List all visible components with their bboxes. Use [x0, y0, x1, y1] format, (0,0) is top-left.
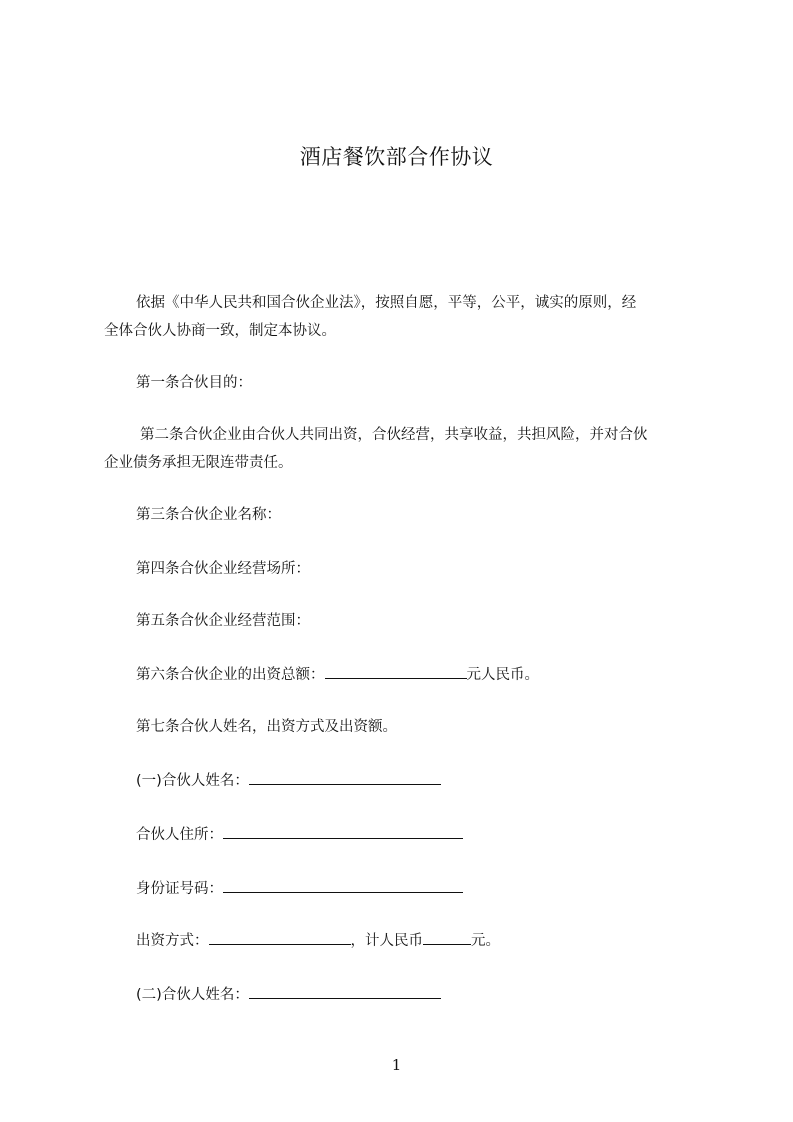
article-6-label: 第六条合伙企业的出资总额： [136, 667, 325, 683]
article-4: 第四条合伙企业经营场所： [136, 561, 310, 577]
partner-id-blank[interactable] [223, 874, 463, 893]
contribution-row [136, 926, 736, 956]
contribution-amount-suffix: 元。 [471, 933, 500, 949]
partner-address-row [136, 820, 736, 850]
partner-address-label: 合伙人住所： [136, 827, 223, 843]
partner-1-name-blank[interactable] [249, 766, 441, 785]
partner-address-blank[interactable] [223, 820, 463, 839]
partner-id-label: 身份证号码： [136, 881, 223, 897]
contribution-method-label: 出资方式： [136, 933, 209, 949]
partner-id-row [136, 874, 736, 904]
page-number: 1 [391, 1056, 402, 1074]
contribution-amount-prefix: ，计人民币 [350, 933, 423, 949]
partner-2-name-label: (二)合伙人姓名： [136, 987, 249, 1003]
article-7: 第七条合伙人姓名，出资方式及出资额。 [136, 719, 397, 735]
contribution-method-blank[interactable] [209, 926, 351, 945]
document-title: 酒店餐饮部合作协议 [299, 145, 494, 169]
article-1: 第一条合伙目的： [136, 375, 252, 391]
article-5: 第五条合伙企业经营范围： [136, 613, 310, 629]
article-2-line-2: 企业债务承担无限连带责任。 [104, 455, 293, 471]
partner-2-name-row [136, 980, 736, 1010]
total-capital-blank[interactable] [325, 660, 467, 679]
article-3: 第三条合伙企业名称： [136, 507, 281, 523]
article-6 [136, 660, 736, 690]
partner-1-name-label: (一)合伙人姓名： [136, 773, 249, 789]
article-6-suffix: 元人民币。 [466, 667, 539, 683]
partner-2-name-blank[interactable] [249, 980, 441, 999]
contribution-amount-blank[interactable] [423, 926, 471, 945]
intro-line-2: 全体合伙人协商一致，制定本协议。 [104, 323, 336, 339]
partner-1-name-row [136, 766, 736, 796]
intro-line-1: 依据《中华人民共和国合伙企业法》，按照自愿，平等，公平，诚实的原则，经 [136, 295, 637, 311]
article-2-line-1: 第二条合伙企业由合伙人共同出资，合伙经营，共享收益，共担风险，并对合伙 [140, 427, 648, 443]
